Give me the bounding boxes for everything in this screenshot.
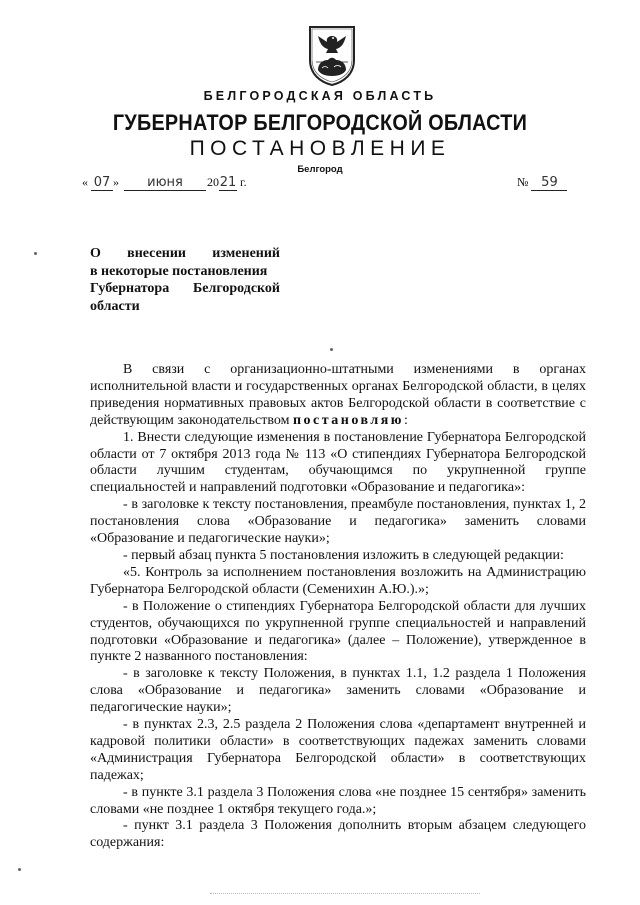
resolution-word: постановляю: [292, 412, 404, 428]
subject-line: в некоторые постановления: [90, 263, 268, 279]
body-paragraph: «5. Контроль за исполнением постановления возложить на Администрацию Губернатора Белгородской области (Семенихин А.Ю.).»;: [90, 564, 586, 597]
scan-speck: [34, 252, 37, 255]
document-type: ПОСТАНОВЛЕНИЕ: [189, 137, 451, 160]
body-paragraph: - пункт 3.1 раздела 3 Положения дополнить вторым абзацем следующего содержания:: [90, 818, 586, 851]
subject-line: Губернатора Белгородской: [90, 281, 280, 296]
year-prefix: 20: [207, 175, 219, 189]
body-paragraph: - в пункте 3.1 раздела 3 Положения слова «не позднее 15 сентября» заменить словами «не позднее 1 октября текущего года.»;: [90, 784, 586, 817]
body-paragraph: 1. Внести следующие изменения в постановление Губернатора Белгородской области от 7 октября 2013 года № 113 «О стипендиях Губернатора Белгородской области лучшим студентам, обучающимся по укрупненной группе специальностей и направлений подготовки «Образование и педагогика»:: [90, 429, 586, 496]
year-unit: г.: [240, 175, 247, 189]
date-day: 07: [91, 175, 113, 191]
body-paragraph: - в заголовке к тексту постановления, преамбуле постановления, пунктах 1, 2 постановления слова «Образование и педагогика» заменить словами «Образование и педагогические науки»;: [90, 497, 586, 547]
body-paragraph: - в заголовке к тексту Положения, в пунктах 1.1, 1.2 раздела 1 Положения слова «Образование и педагогика» заменить словами «Образование и педагогические науки»;: [90, 666, 586, 716]
scan-speck: [330, 348, 333, 351]
number-label: №: [517, 175, 529, 189]
scan-edge-mark: [210, 893, 480, 895]
body-paragraph: - первый абзац пункта 5 постановления изложить в следующей редакции:: [123, 547, 564, 563]
date-close-quote: »: [113, 175, 119, 189]
subject-line: О внесении изменений: [90, 246, 280, 261]
body-paragraph: - в Положение о стипендиях Губернатора Белгородской области для лучших студентов, обучающихся по укрупненной группе специальностей и направлений подготовки «Образование и педагогика» (далее – Положение), утвержденное в пункте 2 названного постановления:: [90, 598, 586, 665]
document-body: [90, 362, 586, 852]
number-field: [517, 175, 567, 191]
coat-of-arms-icon: [306, 24, 358, 86]
scan-speck: [18, 868, 21, 871]
region-name: БЕЛГОРОДСКАЯ ОБЛАСТЬ: [203, 89, 437, 103]
year-suffix: 21: [219, 175, 237, 190]
document-number: 59: [531, 175, 567, 191]
body-paragraph: - в пунктах 2.3, 2.5 раздела 2 Положения слова «департамент внутренней и кадровой политики области» в соответствующих падежах заменить словами «Администрация Губернатора Белгородской области» в соответствующих падежах;: [90, 717, 586, 783]
date-field: [82, 175, 206, 191]
subject-line: области: [90, 298, 140, 314]
authority-title: ГУБЕРНАТОР БЕЛГОРОДСКОЙ ОБЛАСТИ: [112, 110, 528, 135]
date-year: [207, 175, 247, 191]
date-month: июня: [124, 175, 206, 191]
document-subject: [90, 245, 280, 315]
city-name: Белгород: [297, 164, 343, 175]
body-paragraph: В связи с организационно-штатными изменениями в органах исполнительной власти и государственных органах Белгородской области, в целях приведения нормативных правовых актов Белгородской области в соответствие с действующим законодательством постановляю:: [90, 362, 586, 428]
date-open-quote: «: [82, 175, 88, 189]
